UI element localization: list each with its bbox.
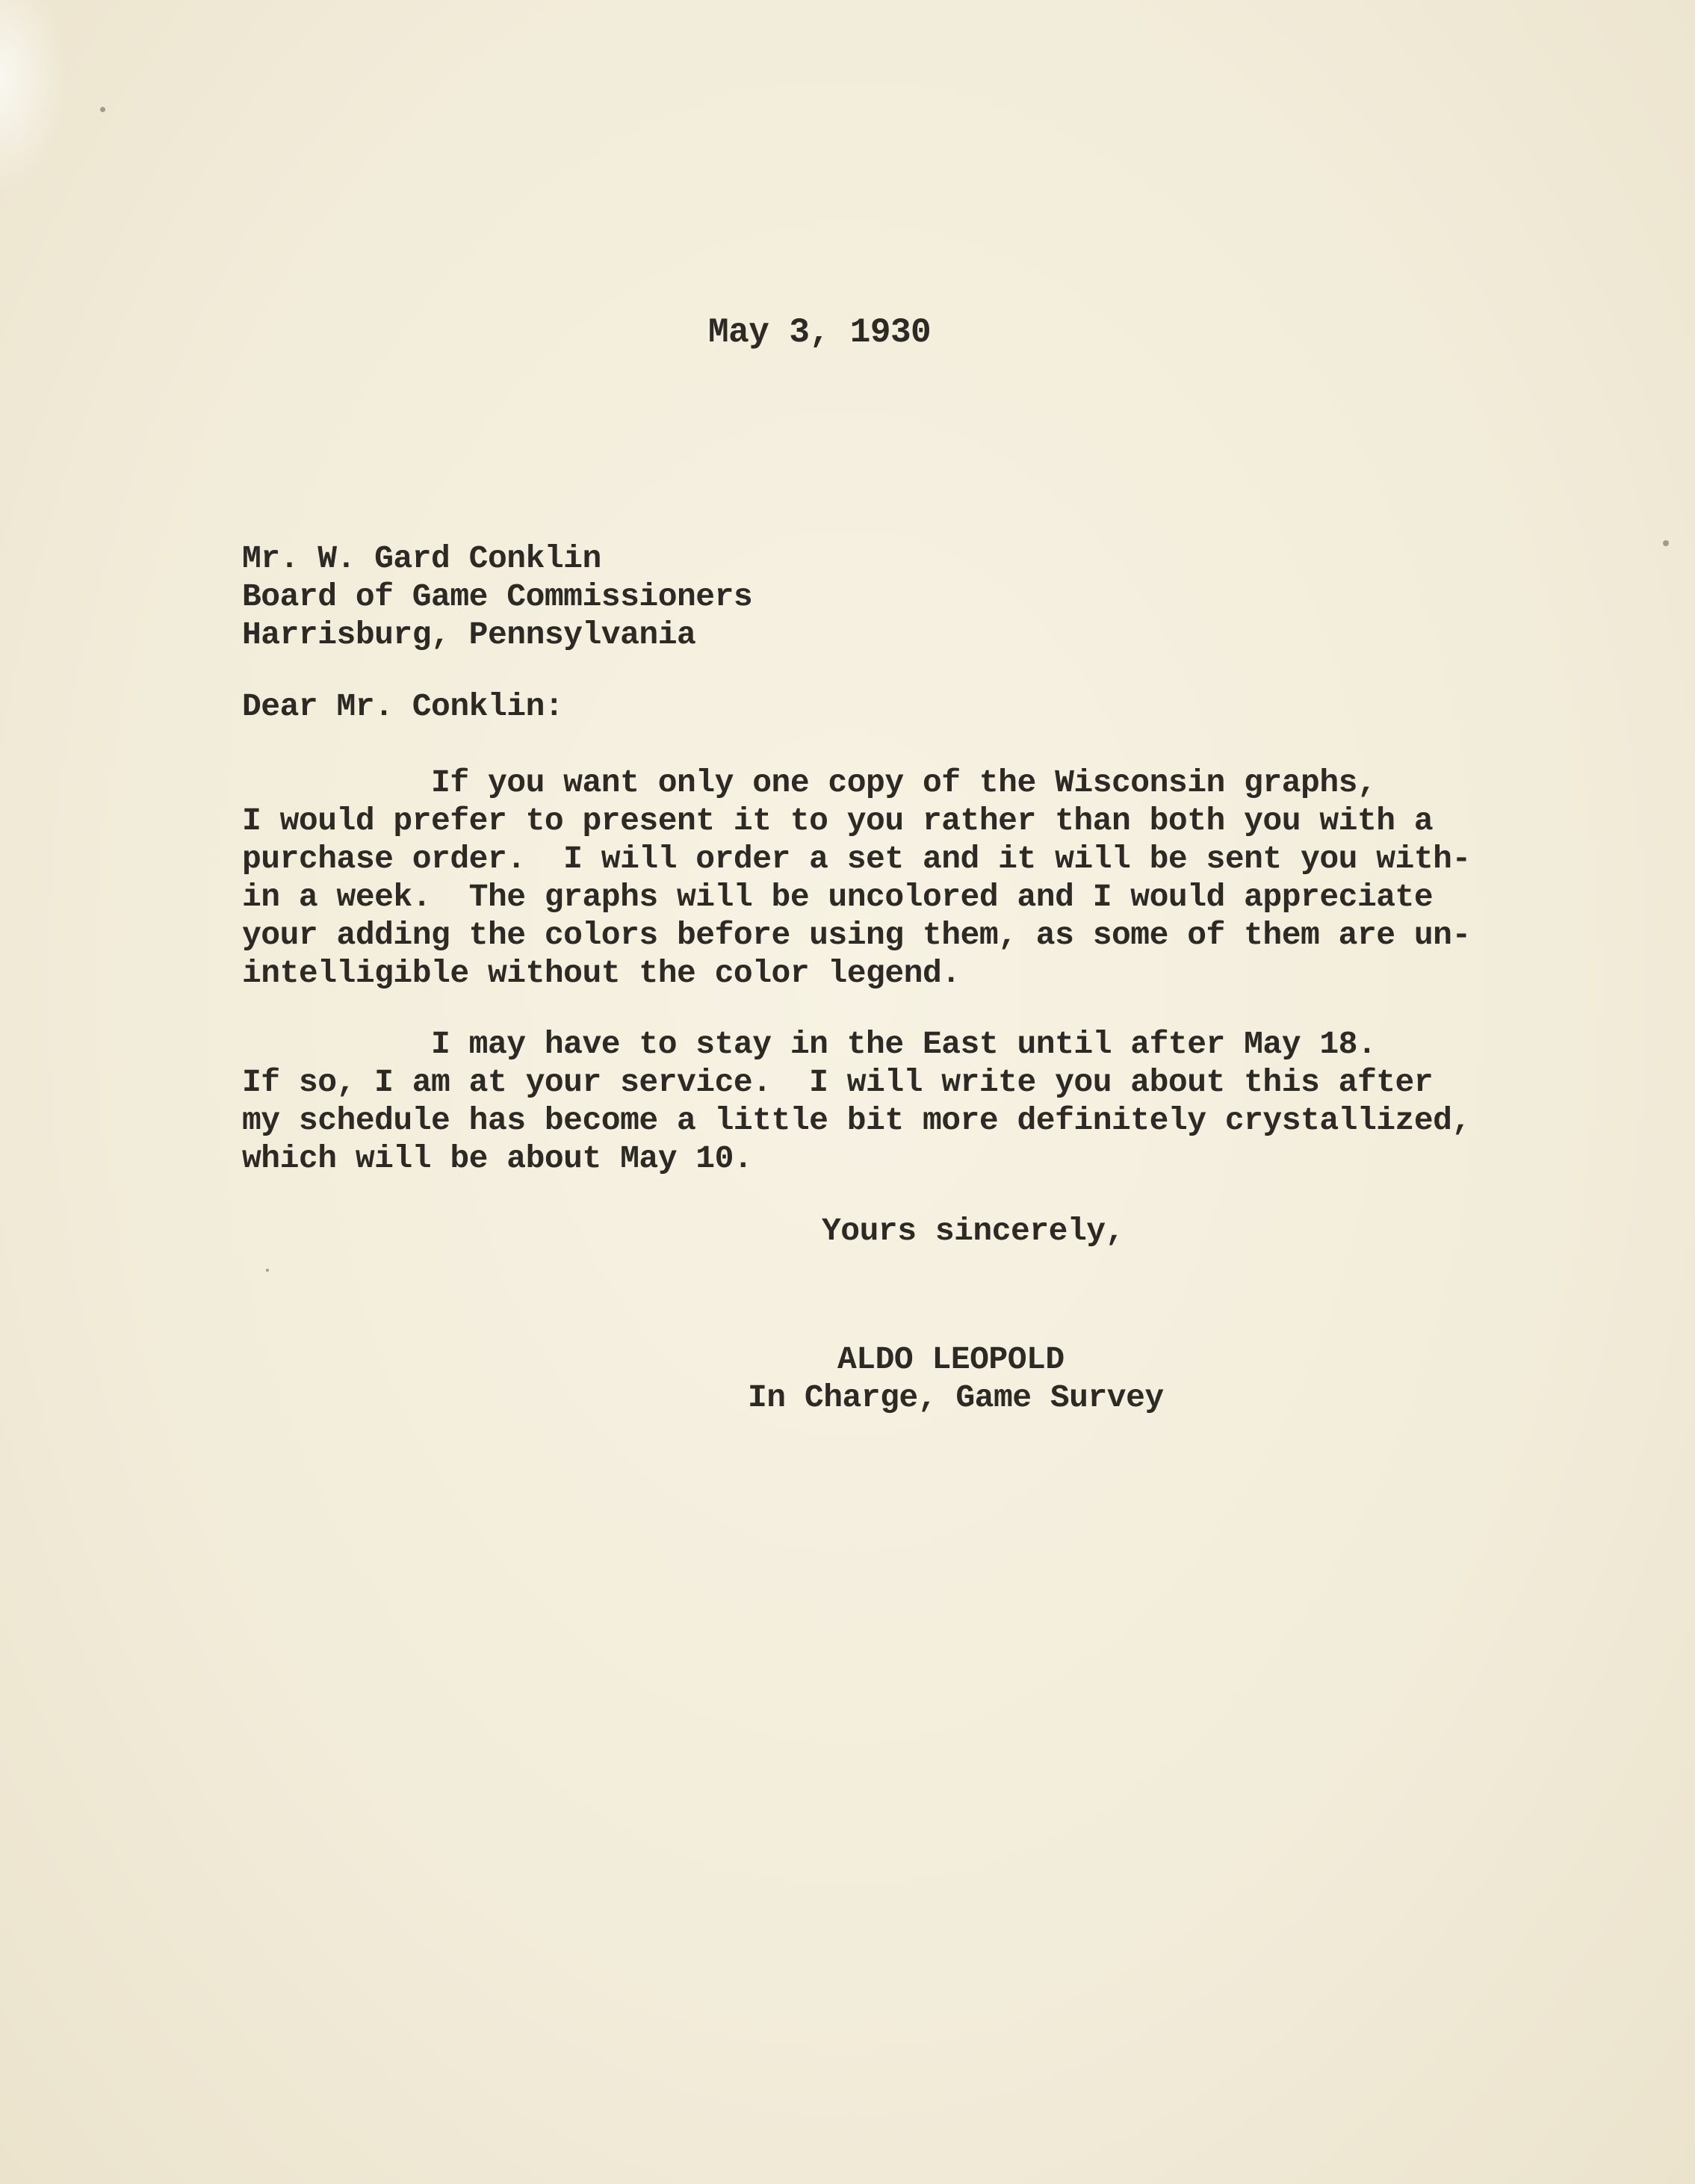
salutation: Dear Mr. Conklin: (242, 688, 564, 725)
paper-speck (100, 107, 105, 112)
paragraph-line: I may have to stay in the East until after May 18. (242, 1026, 1377, 1062)
paper-edge-wear (0, 0, 67, 194)
paper-speck (1663, 540, 1669, 546)
paragraph-line: in a week. The graphs will be uncolored and I would appreciate (242, 879, 1434, 915)
recipient-name: Mr. W. Gard Conklin (242, 540, 601, 577)
paragraph-line: which will be about May 10. (242, 1140, 753, 1177)
recipient-organization: Board of Game Commissioners (242, 578, 753, 615)
letter-date: May 3, 1930 (708, 313, 932, 352)
paragraph-line: purchase order. I will order a set and it will be sent you with- (242, 841, 1471, 877)
paper-speck (266, 1269, 269, 1272)
signature-title: In Charge, Game Survey (748, 1379, 1164, 1416)
recipient-city: Harrisburg, Pennsylvania (242, 616, 696, 653)
paragraph-line: I would prefer to present it to you rather than both you with a (242, 802, 1434, 839)
paragraph-line: your adding the colors before using them, as some of them are un- (242, 917, 1471, 953)
closing: Yours sincerely, (822, 1213, 1124, 1249)
paragraph-line: If so, I am at your service. I will write you about this after (242, 1064, 1434, 1101)
paragraph-line: intelligible without the color legend. (242, 955, 961, 992)
paragraph-line: If you want only one copy of the Wisconsin graphs, (242, 764, 1377, 801)
signature-name: ALDO LEOPOLD (837, 1341, 1065, 1378)
paragraph-line: my schedule has become a little bit more definitely crystallized, (242, 1102, 1471, 1139)
